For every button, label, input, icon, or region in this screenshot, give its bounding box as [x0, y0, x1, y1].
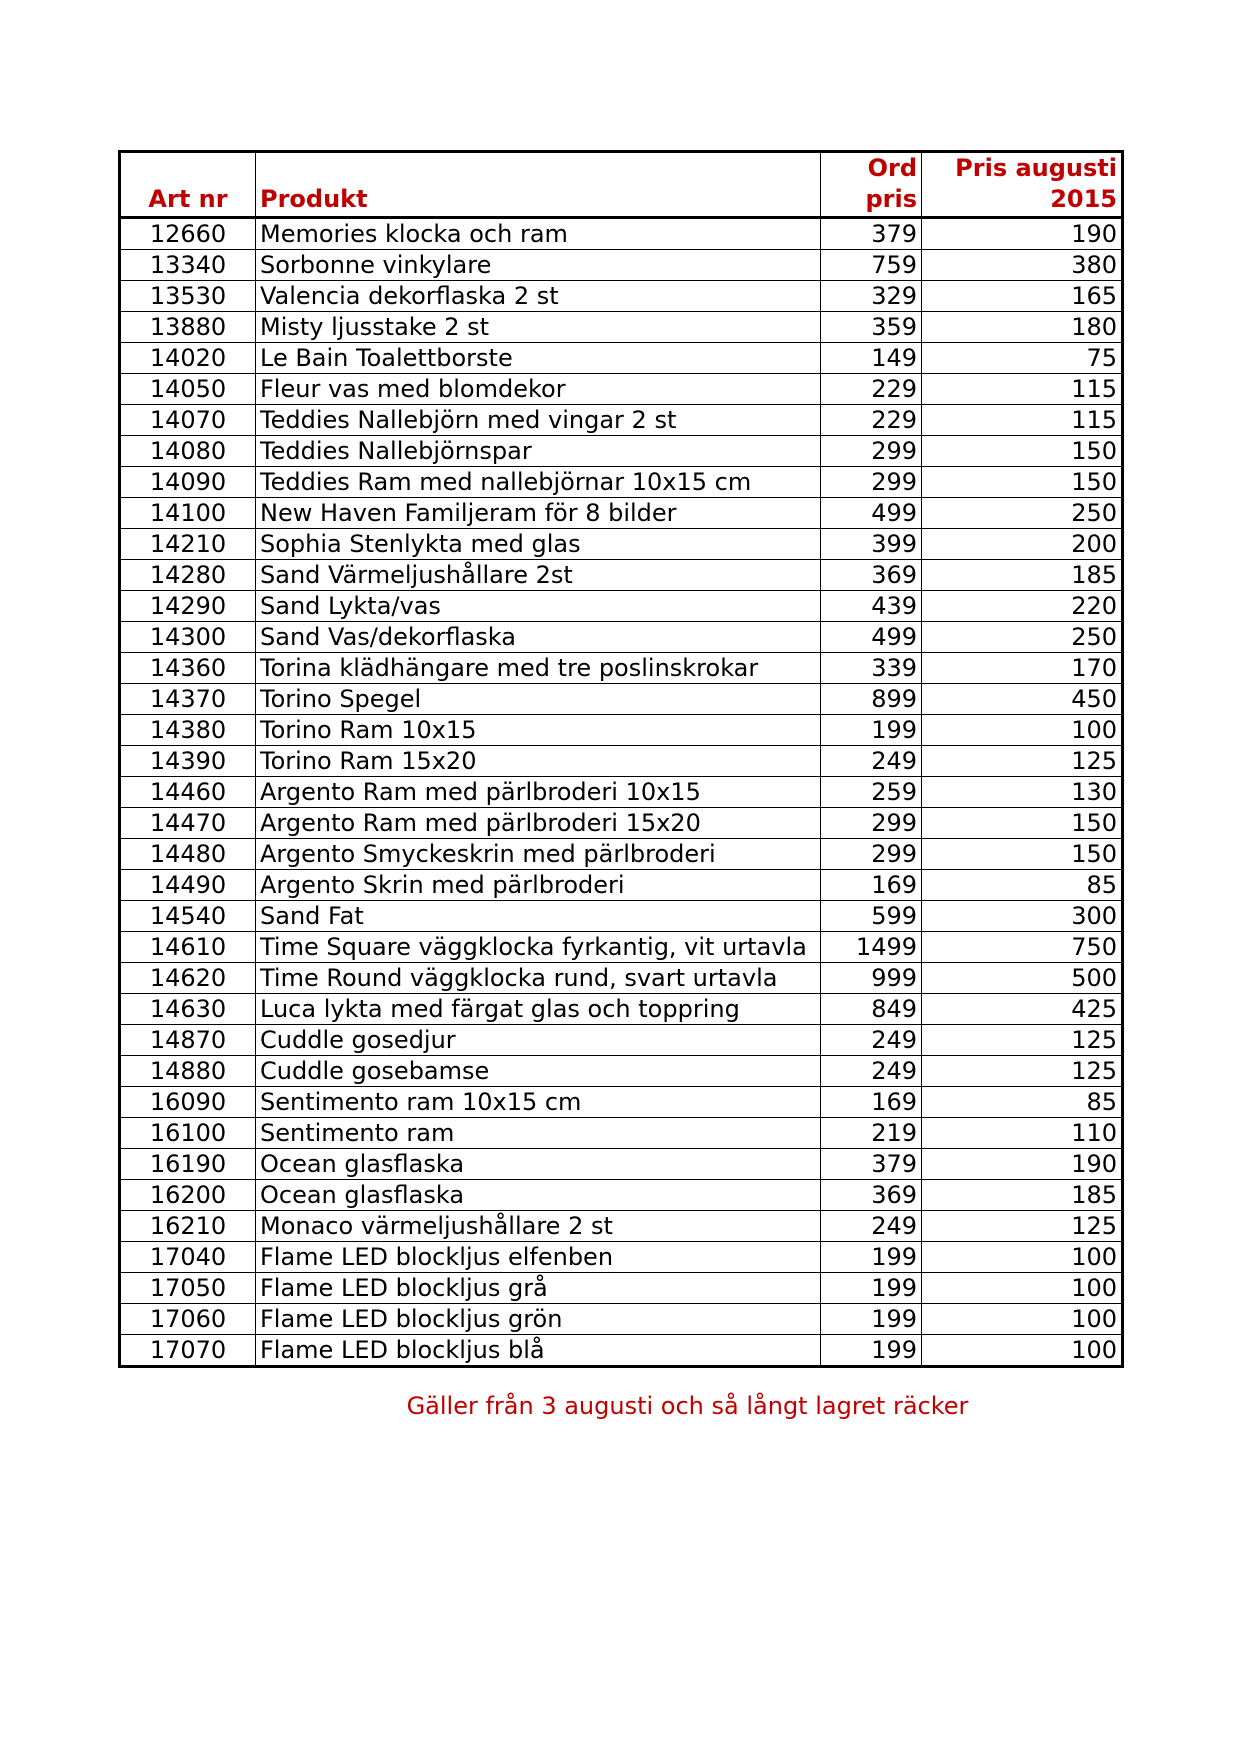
ord-pris-cell: 339 [821, 653, 922, 684]
pris-augusti-cell: 125 [922, 1056, 1123, 1087]
pris-augusti-cell: 190 [922, 218, 1123, 250]
art-nr-cell: 14870 [120, 1025, 256, 1056]
ord-pris-cell: 229 [821, 374, 922, 405]
product-cell: Torino Ram 10x15 [256, 715, 821, 746]
product-cell: Flame LED blockljus grön [256, 1304, 821, 1335]
table-row [120, 405, 1123, 436]
table-row [120, 622, 1123, 653]
product-cell: Sentimento ram [256, 1118, 821, 1149]
art-nr-cell: 16200 [120, 1180, 256, 1211]
ord-pris-cell: 299 [821, 467, 922, 498]
table-row [120, 1242, 1123, 1273]
art-nr-cell: 17040 [120, 1242, 256, 1273]
pris-augusti-cell: 100 [922, 715, 1123, 746]
product-cell: Ocean glasflaska [256, 1180, 821, 1211]
table-row [120, 808, 1123, 839]
table-row [120, 1118, 1123, 1149]
product-cell: Misty ljusstake 2 st [256, 312, 821, 343]
table-row [120, 994, 1123, 1025]
ord-pris-cell: 369 [821, 1180, 922, 1211]
product-cell: Memories klocka och ram [256, 218, 821, 250]
table-row [120, 374, 1123, 405]
table-row [120, 963, 1123, 994]
pris-augusti-cell: 100 [922, 1304, 1123, 1335]
product-cell: Flame LED blockljus grå [256, 1273, 821, 1304]
pris-augusti-cell: 300 [922, 901, 1123, 932]
table-row [120, 467, 1123, 498]
art-nr-cell: 13530 [120, 281, 256, 312]
pris-augusti-cell: 100 [922, 1273, 1123, 1304]
table-row [120, 312, 1123, 343]
art-nr-cell: 16100 [120, 1118, 256, 1149]
pris-augusti-cell: 85 [922, 870, 1123, 901]
pris-augusti-cell: 750 [922, 932, 1123, 963]
art-nr-cell: 14610 [120, 932, 256, 963]
art-nr-cell: 14360 [120, 653, 256, 684]
pris-augusti-cell: 185 [922, 560, 1123, 591]
table-row [120, 1149, 1123, 1180]
pris-augusti-cell: 100 [922, 1335, 1123, 1367]
product-cell: Sorbonne vinkylare [256, 250, 821, 281]
product-cell: Sand Värmeljushållare 2st [256, 560, 821, 591]
art-nr-cell: 14280 [120, 560, 256, 591]
product-cell: Sophia Stenlykta med glas [256, 529, 821, 560]
product-cell: Cuddle gosedjur [256, 1025, 821, 1056]
pris-augusti-cell: 110 [922, 1118, 1123, 1149]
product-cell: Flame LED blockljus blå [256, 1335, 821, 1367]
product-cell: Argento Ram med pärlbroderi 10x15 [256, 777, 821, 808]
pris-augusti-cell: 150 [922, 467, 1123, 498]
table-row [120, 281, 1123, 312]
table-row [120, 746, 1123, 777]
product-cell: Torina klädhängare med tre poslinskrokar [256, 653, 821, 684]
table-row [120, 932, 1123, 963]
pris-augusti-cell: 250 [922, 498, 1123, 529]
ord-pris-cell: 369 [821, 560, 922, 591]
ord-pris-cell: 849 [821, 994, 922, 1025]
ord-pris-cell: 259 [821, 777, 922, 808]
product-cell: Sand Vas/dekorflaska [256, 622, 821, 653]
ord-pris-cell: 249 [821, 746, 922, 777]
art-nr-cell: 14050 [120, 374, 256, 405]
art-nr-cell: 14480 [120, 839, 256, 870]
header-ord-pris [821, 152, 922, 218]
table-row [120, 436, 1123, 467]
pris-augusti-cell: 125 [922, 1211, 1123, 1242]
ord-pris-cell: 199 [821, 1273, 922, 1304]
art-nr-cell: 17060 [120, 1304, 256, 1335]
price-list-table [118, 150, 1124, 1368]
table-row [120, 1056, 1123, 1087]
header-ord-pris-line1: Ord [867, 154, 917, 182]
product-cell: Sand Lykta/vas [256, 591, 821, 622]
pris-augusti-cell: 150 [922, 808, 1123, 839]
art-nr-cell: 13880 [120, 312, 256, 343]
pris-augusti-cell: 165 [922, 281, 1123, 312]
ord-pris-cell: 299 [821, 839, 922, 870]
product-cell: Flame LED blockljus elfenben [256, 1242, 821, 1273]
ord-pris-cell: 379 [821, 218, 922, 250]
validity-note: Gäller från 3 augusti och så långt lagret räcker [406, 1392, 969, 1420]
art-nr-cell: 16090 [120, 1087, 256, 1118]
ord-pris-cell: 499 [821, 622, 922, 653]
pris-augusti-cell: 125 [922, 746, 1123, 777]
pris-augusti-cell: 85 [922, 1087, 1123, 1118]
ord-pris-cell: 999 [821, 963, 922, 994]
ord-pris-cell: 359 [821, 312, 922, 343]
pris-augusti-cell: 190 [922, 1149, 1123, 1180]
pris-augusti-cell: 500 [922, 963, 1123, 994]
product-cell: Valencia dekorflaska 2 st [256, 281, 821, 312]
ord-pris-cell: 329 [821, 281, 922, 312]
art-nr-cell: 14470 [120, 808, 256, 839]
pris-augusti-cell: 150 [922, 436, 1123, 467]
table-row [120, 591, 1123, 622]
product-cell: Ocean glasflaska [256, 1149, 821, 1180]
ord-pris-cell: 229 [821, 405, 922, 436]
ord-pris-cell: 439 [821, 591, 922, 622]
product-cell: Sand Fat [256, 901, 821, 932]
table-row [120, 839, 1123, 870]
ord-pris-cell: 299 [821, 808, 922, 839]
product-cell: Time Round väggklocka rund, svart urtavla [256, 963, 821, 994]
ord-pris-cell: 499 [821, 498, 922, 529]
art-nr-cell: 14100 [120, 498, 256, 529]
ord-pris-cell: 249 [821, 1025, 922, 1056]
product-cell: Fleur vas med blomdekor [256, 374, 821, 405]
art-nr-cell: 14070 [120, 405, 256, 436]
table-row [120, 870, 1123, 901]
pris-augusti-cell: 380 [922, 250, 1123, 281]
art-nr-cell: 14290 [120, 591, 256, 622]
product-cell: New Haven Familjeram för 8 bilder [256, 498, 821, 529]
pris-augusti-cell: 170 [922, 653, 1123, 684]
art-nr-cell: 16190 [120, 1149, 256, 1180]
pris-augusti-cell: 150 [922, 839, 1123, 870]
product-cell: Monaco värmeljushållare 2 st [256, 1211, 821, 1242]
ord-pris-cell: 199 [821, 1304, 922, 1335]
table-row [120, 218, 1123, 250]
header-ord-pris-line2: pris [865, 185, 917, 213]
art-nr-cell: 14300 [120, 622, 256, 653]
pris-augusti-cell: 115 [922, 405, 1123, 436]
ord-pris-cell: 899 [821, 684, 922, 715]
table-row [120, 560, 1123, 591]
pris-augusti-cell: 100 [922, 1242, 1123, 1273]
table-row [120, 684, 1123, 715]
table-row [120, 1273, 1123, 1304]
art-nr-cell: 17070 [120, 1335, 256, 1367]
art-nr-cell: 14490 [120, 870, 256, 901]
pris-augusti-cell: 185 [922, 1180, 1123, 1211]
ord-pris-cell: 199 [821, 1242, 922, 1273]
product-cell: Torino Spegel [256, 684, 821, 715]
product-cell: Teddies Nallebjörnspar [256, 436, 821, 467]
pris-augusti-cell: 450 [922, 684, 1123, 715]
product-cell: Argento Ram med pärlbroderi 15x20 [256, 808, 821, 839]
pris-augusti-cell: 180 [922, 312, 1123, 343]
table-row [120, 250, 1123, 281]
product-cell: Torino Ram 15x20 [256, 746, 821, 777]
ord-pris-cell: 249 [821, 1211, 922, 1242]
pris-augusti-cell: 125 [922, 1025, 1123, 1056]
art-nr-cell: 14620 [120, 963, 256, 994]
art-nr-cell: 13340 [120, 250, 256, 281]
ord-pris-cell: 249 [821, 1056, 922, 1087]
table-header-row [120, 152, 1123, 218]
art-nr-cell: 12660 [120, 218, 256, 250]
ord-pris-cell: 1499 [821, 932, 922, 963]
art-nr-cell: 14380 [120, 715, 256, 746]
ord-pris-cell: 399 [821, 529, 922, 560]
ord-pris-cell: 299 [821, 436, 922, 467]
ord-pris-cell: 199 [821, 1335, 922, 1367]
ord-pris-cell: 379 [821, 1149, 922, 1180]
art-nr-cell: 14080 [120, 436, 256, 467]
art-nr-cell: 14090 [120, 467, 256, 498]
pris-augusti-cell: 130 [922, 777, 1123, 808]
table-row [120, 1304, 1123, 1335]
table-row [120, 653, 1123, 684]
table-row [120, 715, 1123, 746]
art-nr-cell: 14210 [120, 529, 256, 560]
art-nr-cell: 16210 [120, 1211, 256, 1242]
product-cell: Luca lykta med färgat glas och toppring [256, 994, 821, 1025]
ord-pris-cell: 759 [821, 250, 922, 281]
art-nr-cell: 14390 [120, 746, 256, 777]
product-cell: Teddies Ram med nallebjörnar 10x15 cm [256, 467, 821, 498]
table-row [120, 1335, 1123, 1367]
ord-pris-cell: 219 [821, 1118, 922, 1149]
header-art-nr: Art nr [120, 152, 256, 218]
pris-augusti-cell: 220 [922, 591, 1123, 622]
table-body [120, 218, 1123, 1367]
table-row [120, 343, 1123, 374]
header-pris-augusti-line1: Pris augusti [955, 154, 1117, 182]
product-cell: Argento Smyckeskrin med pärlbroderi [256, 839, 821, 870]
table-row [120, 498, 1123, 529]
product-cell: Cuddle gosebamse [256, 1056, 821, 1087]
pris-augusti-cell: 250 [922, 622, 1123, 653]
art-nr-cell: 14540 [120, 901, 256, 932]
header-pris-augusti [922, 152, 1123, 218]
product-cell: Time Square väggklocka fyrkantig, vit urtavla [256, 932, 821, 963]
ord-pris-cell: 169 [821, 1087, 922, 1118]
table-row [120, 901, 1123, 932]
ord-pris-cell: 169 [821, 870, 922, 901]
product-cell: Teddies Nallebjörn med vingar 2 st [256, 405, 821, 436]
pris-augusti-cell: 115 [922, 374, 1123, 405]
header-pris-augusti-line2: 2015 [1050, 185, 1117, 213]
table-row [120, 1211, 1123, 1242]
header-produkt: Produkt [256, 152, 821, 218]
ord-pris-cell: 149 [821, 343, 922, 374]
ord-pris-cell: 599 [821, 901, 922, 932]
pris-augusti-cell: 200 [922, 529, 1123, 560]
ord-pris-cell: 199 [821, 715, 922, 746]
table-row [120, 1087, 1123, 1118]
art-nr-cell: 14630 [120, 994, 256, 1025]
art-nr-cell: 14460 [120, 777, 256, 808]
art-nr-cell: 14020 [120, 343, 256, 374]
table-row [120, 1180, 1123, 1211]
art-nr-cell: 14370 [120, 684, 256, 715]
art-nr-cell: 14880 [120, 1056, 256, 1087]
product-cell: Argento Skrin med pärlbroderi [256, 870, 821, 901]
art-nr-cell: 17050 [120, 1273, 256, 1304]
pris-augusti-cell: 425 [922, 994, 1123, 1025]
product-cell: Le Bain Toalettborste [256, 343, 821, 374]
table-row [120, 529, 1123, 560]
product-cell: Sentimento ram 10x15 cm [256, 1087, 821, 1118]
table-row [120, 1025, 1123, 1056]
pris-augusti-cell: 75 [922, 343, 1123, 374]
table-row [120, 777, 1123, 808]
